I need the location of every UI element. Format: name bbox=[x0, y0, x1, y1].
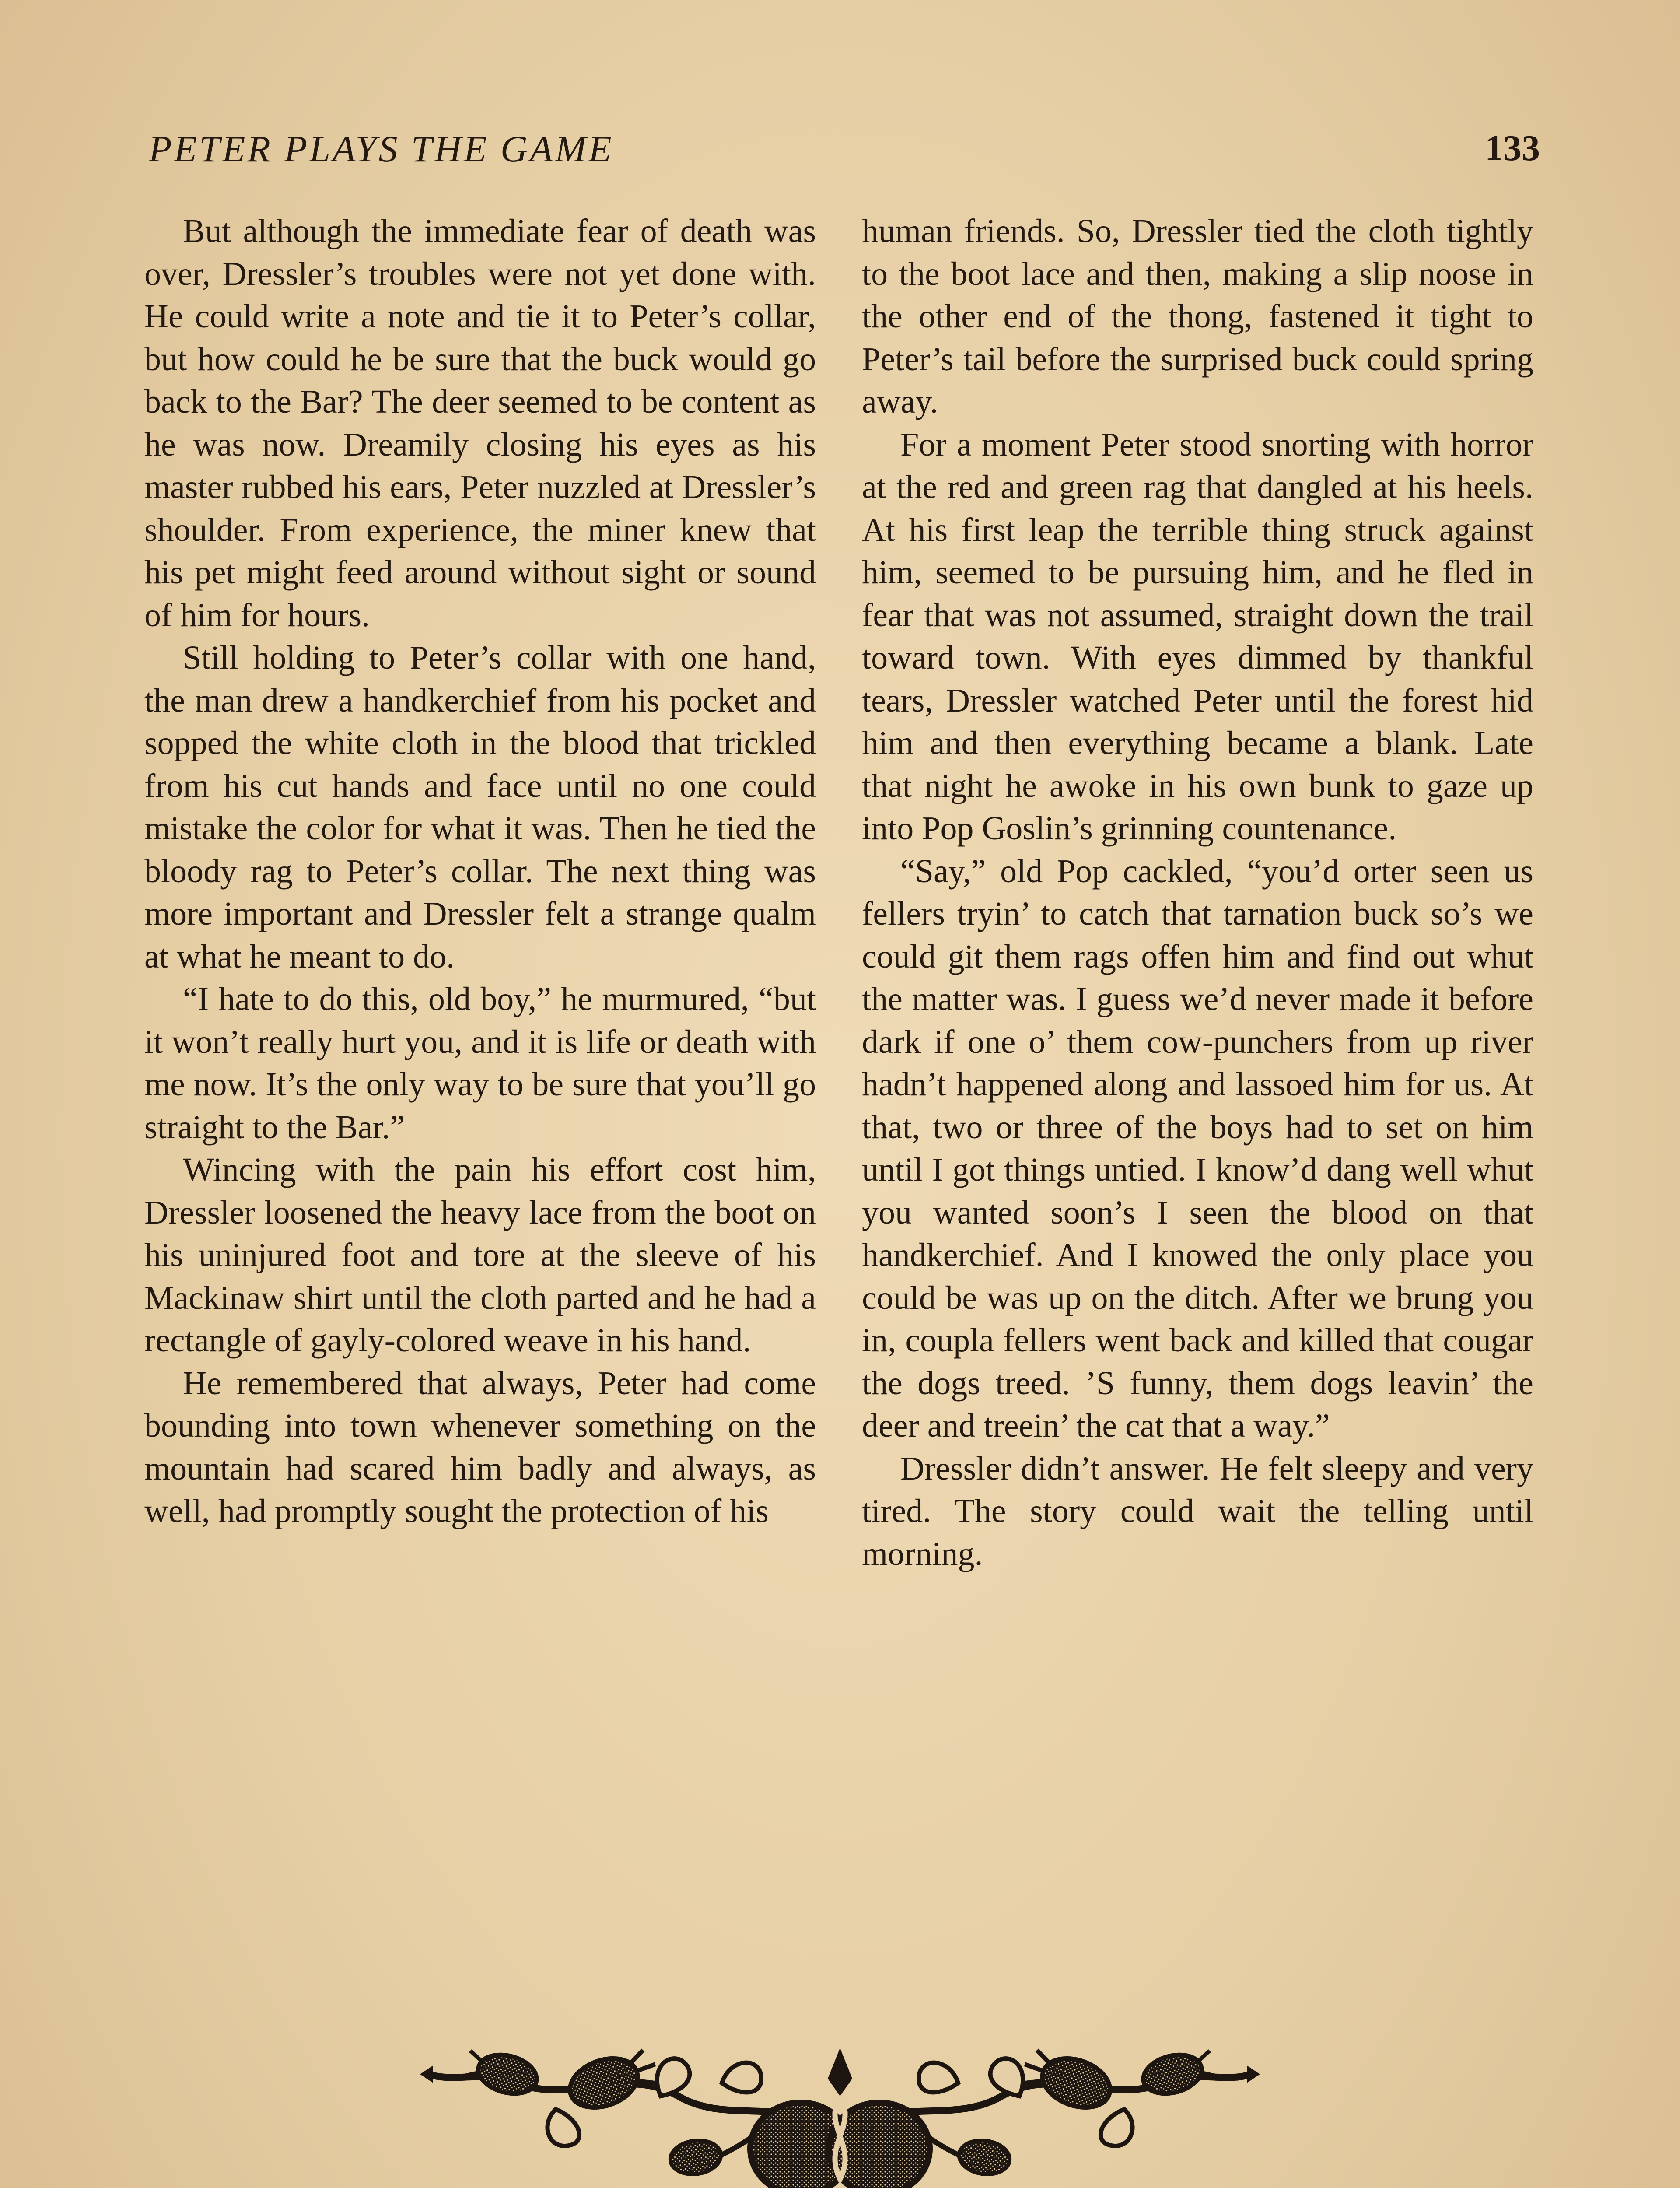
page-number: 133 bbox=[1485, 128, 1540, 168]
paragraph: Wincing with the pain his effort cost him, Dressler loosened the heavy lace from the boot on his uninjured foot and tore at the sleeve of his Mackinaw shirt until the cloth parted and he had a rectangle of gayly-colored weave in his hand. bbox=[144, 1151, 816, 1359]
paragraph-continuation: human friends. So, Dressler tied the cloth tightly to the boot lace and then, making a slip noose in the other end of the thong, fastened it tight to Peter’s tail before the surprised buck could spring away. bbox=[862, 213, 1533, 420]
floral-pomegranate-tailpiece-icon bbox=[416, 2030, 1264, 2188]
paragraph: “Say,” old Pop cackled, “you’d orter seen us fellers tryin’ to catch that tarnation buck so’s we could git them rags offen him and find out whut the matter was. I guess we’d never made it before dark if one o’ them cow-punchers from up river hadn’t happened along and lassoed him for us. At that, two or three of the boys had to set on him until I got things untied. I know’d dang well whut you wanted soon’s I seen the blood on that handkerchief. And I knowed the only place you could be was up on the ditch. After we brung you in, coupla fellers went back and killed that cougar the dogs treed. ’S funny, them dogs leavin’ the deer and treein’ the cat that a way.” bbox=[862, 852, 1533, 1444]
paragraph: He remembered that always, Peter had come bounding into town whenever something on the mountain had scared him badly and always, as well, had promptly sought the protection of his bbox=[144, 1364, 816, 1529]
right-column bbox=[862, 210, 1533, 1575]
paragraph: For a moment Peter stood snorting with horror at the red and green rag that dangled at his heels. At his first leap the terrible thing struck against him, seemed to be pursuing him, and he fled in fear that was not assumed, straight down the trail toward town. With eyes dimmed by thankful tears, Dressler watched Peter until the forest hid him and then everything became a blank. Late that night he awoke in his own bunk to gaze up into Pop Goslin’s grinning countenance. bbox=[862, 426, 1533, 847]
paragraph: Still holding to Peter’s collar with one hand, the man drew a handkerchief from his pocket and sopped the white cloth in the blood that trickled from his cut hands and face until no one could mistake the color for what it was. Then he tied the bloody rag to Peter’s collar. The next thing was more important and Dressler felt a strange qualm at what he meant to do. bbox=[144, 639, 816, 975]
left-column bbox=[144, 210, 816, 1533]
running-head: PETER PLAYS THE GAME bbox=[149, 128, 614, 170]
paragraph: Dressler didn’t answer. He felt sleepy and very tired. The story could wait the telling until morning. bbox=[862, 1450, 1533, 1572]
paragraph: But although the immediate fear of death was over, Dressler’s troubles were not yet done with. He could write a note and tie it to Peter’s collar, but how could he be sure that the buck would go back to the Bar? The deer seemed to be content as he was now. Dreamily closing his eyes as his master rubbed his ears, Peter nuzzled at Dressler’s shoulder. From experience, the miner knew that his pet might feed around without sight or sound of him for hours. bbox=[144, 213, 816, 634]
page-header bbox=[149, 127, 1540, 184]
paragraph: “I hate to do this, old boy,” he murmured, “but it won’t really hurt you, and it is life or death with me now. It’s the only way to be sure that you’ll go straight to the Bar.” bbox=[144, 981, 816, 1146]
